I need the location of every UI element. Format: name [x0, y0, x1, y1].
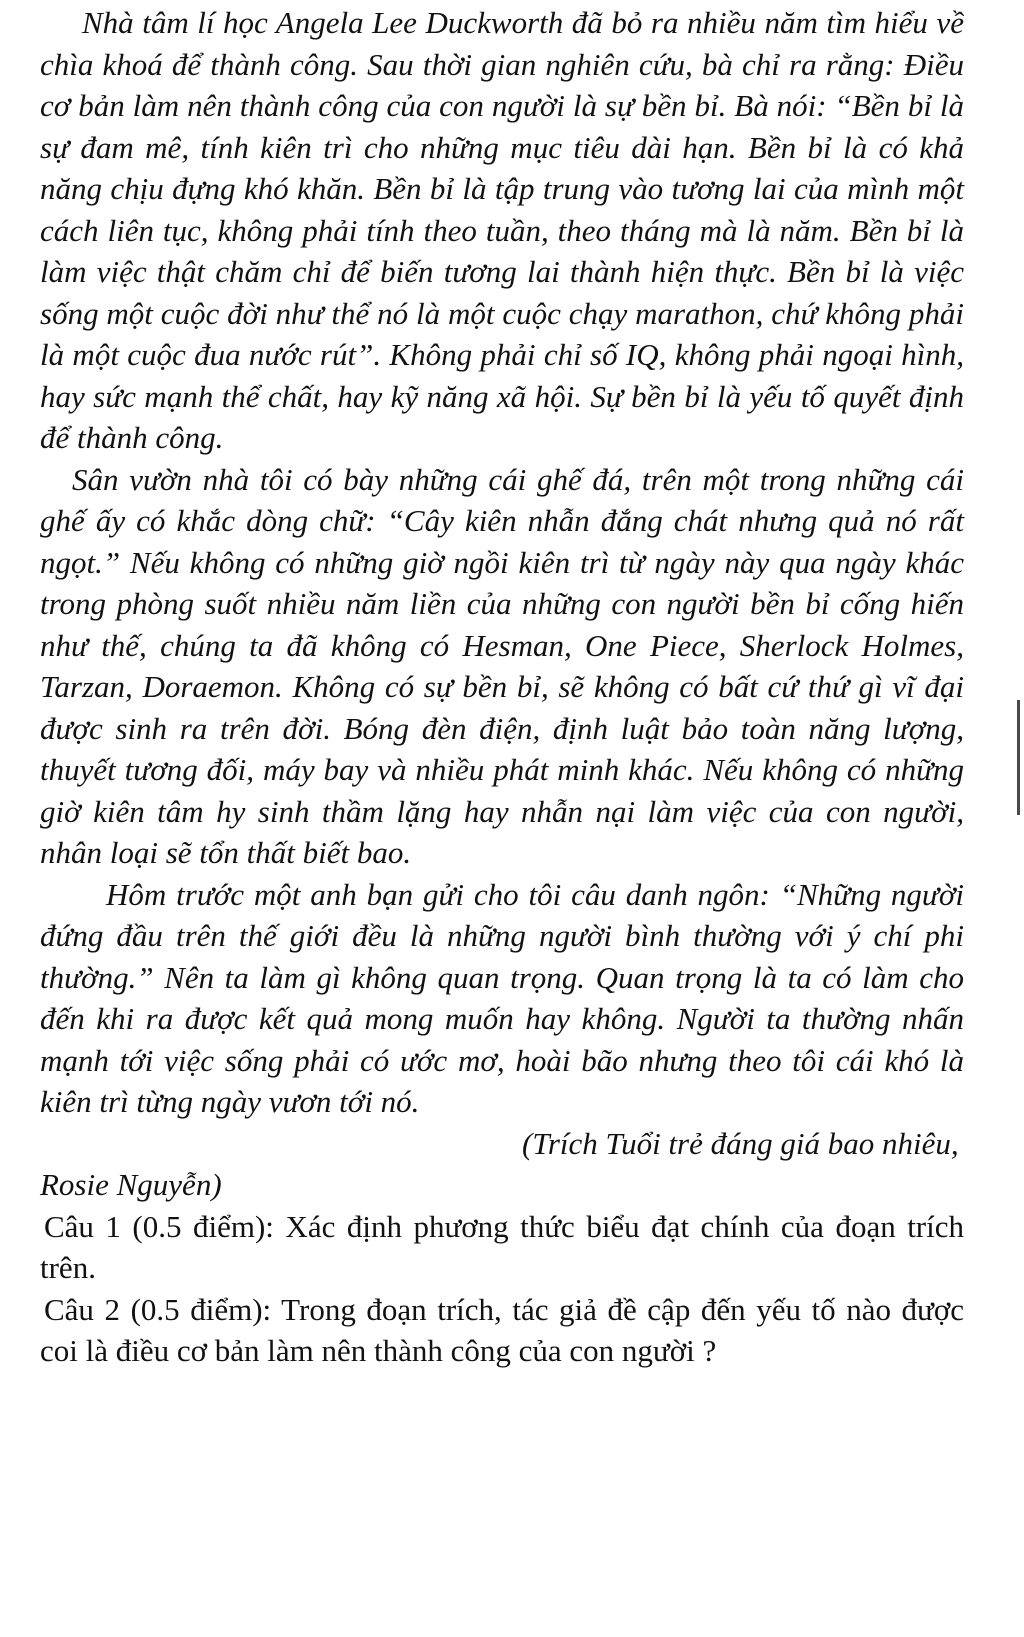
question-text: Trong đoạn trích, tác giả đề cập đến yếu tố nào được coi là điều cơ bản làm nên thành công của con người ?	[40, 1291, 964, 1368]
scan-edge-mark	[1017, 700, 1020, 815]
passage-source: (Trích Tuổi trẻ đáng giá bao nhiêu, Rosie Nguyễn)	[40, 1125, 959, 1202]
question-label: Câu 2 (0.5 điểm):	[44, 1291, 272, 1327]
passage-paragraph-3: Hôm trước một anh bạn gửi cho tôi câu danh ngôn: “Những người đứng đầu trên thế giới đều là những người bình thường với ý chí phi thường.” Nên ta làm gì không quan trọng. Quan trọng là ta có làm cho đến khi ra được kết quả mong muốn hay không. Người ta thường nhấn mạnh tới việc sống phải có ước mơ, hoài bão nhưng theo tôi cái khó là kiên trì từng ngày vươn tới nó.	[40, 876, 964, 1119]
passage-paragraph-2: Sân vườn nhà tôi có bày những cái ghế đá, trên một trong những cái ghế ấy có khắc dòng chữ: “Cây kiên nhẫn đắng chát nhưng quả nó rất ngọt.” Nếu không có những giờ ngồi kiên trì từ ngày này qua ngày khác trong phòng suốt nhiều năm liền của những con người bền bỉ cống hiến như thế, chúng ta đã không có Hesman, One Piece, Sherlock Holmes, Tarzan, Doraemon. Không có sự bền bỉ, sẽ không có bất cứ thứ gì vĩ đại được sinh ra trên đời. Bóng đèn điện, định luật bảo toàn năng lượng, thuyết tương đối, máy bay và nhiều phát minh khác. Nếu không có những giờ kiên tâm hy sinh thầm lặng hay nhẫn nại làm việc của con người, nhân loại sẽ tổn thất biết bao.	[40, 461, 964, 870]
reading-passage	[40, 2, 964, 1206]
question-label: Câu 1 (0.5 điểm):	[44, 1208, 274, 1244]
question-item	[40, 1289, 964, 1372]
question-item	[40, 1206, 964, 1289]
passage-paragraph-1: Nhà tâm lí học Angela Lee Duckworth đã bỏ ra nhiều năm tìm hiểu về chìa khoá để thành công. Sau thời gian nghiên cứu, bà chỉ ra rằng: Điều cơ bản làm nên thành công của con người là sự bền bỉ. Bà nói: “Bền bỉ là sự đam mê, tính kiên trì cho những mục tiêu dài hạn. Bền bỉ là có khả năng chịu đựng khó khăn. Bền bỉ là tập trung vào tương lai của mình một cách liên tục, không phải tính theo tuần, theo tháng mà là năm. Bền bỉ là làm việc thật chăm chỉ để biến tương lai thành hiện thực. Bền bỉ là việc sống một cuộc đời như thể nó là một cuộc chạy marathon, chứ không phải là một cuộc đua nước rút”. Không phải chỉ số IQ, không phải ngoại hình, hay sức mạnh thể chất, hay kỹ năng xã hội. Sự bền bỉ là yếu tố quyết định để thành công.	[40, 5, 964, 455]
question-list	[40, 1206, 964, 1372]
question-text: Xác định phương thức biểu đạt chính của đoạn trích trên.	[40, 1208, 965, 1285]
